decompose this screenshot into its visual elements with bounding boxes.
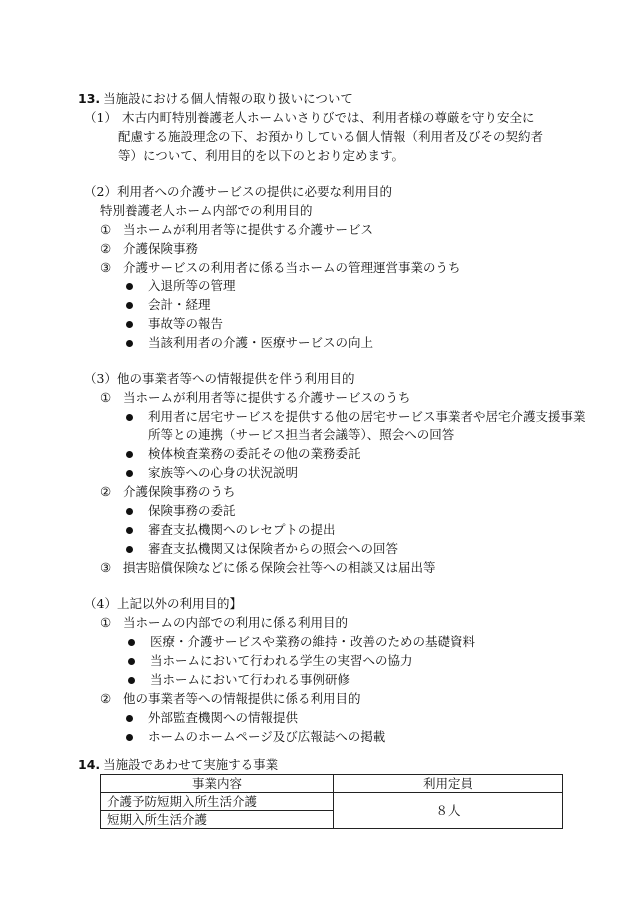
- para1-line2: 配慮する施設理念の下、お預かりしている個人情報（利用者及びその契約者: [118, 129, 544, 144]
- bullet-icon: [126, 283, 133, 290]
- table-row: [101, 793, 563, 811]
- part3-item2-bullet-1: 保険事務の委託: [148, 503, 236, 518]
- part3-item2-mark: ②: [100, 484, 112, 499]
- part2-item1-text: 当ホームが利用者等に提供する介護サービス: [123, 222, 374, 237]
- part4-item1-mark: ①: [100, 615, 112, 630]
- part2-heading: （2）利用者への介護サービスの提供に必要な利用目的: [84, 184, 392, 199]
- part3-item2-text: 介護保険事務のうち: [123, 484, 236, 499]
- part2-bullet-4: 当該利用者の介護・医療サービスの向上: [148, 335, 374, 350]
- part4-item1-bullet-3: 当ホームにおいて行われる事例研修: [150, 672, 351, 687]
- bullet-icon: [126, 340, 133, 347]
- part2-item2-text: 介護保険事務: [123, 241, 199, 256]
- part2-bullet-2: 会計・経理: [148, 297, 211, 312]
- part4-item2-text: 他の事業者等への情報提供に係る利用目的: [123, 691, 361, 706]
- header-service-content: 事業内容: [101, 775, 334, 793]
- part2-item3-mark: ③: [100, 260, 112, 275]
- bullet-icon: [126, 715, 133, 722]
- table-header-row: [101, 775, 563, 793]
- bullet-icon: [126, 527, 133, 534]
- section-13-title: [78, 90, 353, 108]
- section-14-number: 14.: [78, 757, 101, 772]
- part4-item2-mark: ②: [100, 691, 112, 706]
- section-14-title: [78, 756, 278, 774]
- part2-subheading: 特別養護老人ホーム内部での利用目的: [100, 203, 313, 218]
- part3-item2-bullet-2: 審査支払機関へのレセプトの提出: [148, 522, 336, 537]
- header-capacity: 利用定員: [334, 775, 563, 793]
- bullet-icon: [126, 470, 133, 477]
- capacity-value: ８人: [334, 793, 563, 829]
- part3-item1-bullet-1: 利用者に居宅サービスを提供する他の居宅サービス事業者や居宅介護支援事業所等との連携（サービス担当者会議等）、照会への回答: [148, 409, 586, 442]
- part3-item2-bullet-3: 審査支払機関又は保険者からの照会への回答: [148, 541, 399, 556]
- bullet-icon: [126, 546, 133, 553]
- bullet-icon: [128, 677, 135, 684]
- part3-item3-text: 損害賠償保険などに係る保険会社等への相談又は届出等: [123, 560, 436, 575]
- section-13-title-text: 当施設における個人情報の取り扱いについて: [103, 91, 353, 106]
- bullet-icon: [126, 302, 133, 309]
- section-14-title-text: 当施設であわせて実施する事業: [103, 757, 279, 772]
- part3-item1-bullet-2: 検体検査業務の委託その他の業務委託: [148, 446, 361, 461]
- part3-item3-mark: ③: [100, 560, 112, 575]
- bullet-icon: [126, 451, 133, 458]
- part4-item1-bullet-1: 医療・介護サービスや業務の維持・改善のための基礎資料: [150, 634, 476, 649]
- bullet-icon: [126, 508, 133, 515]
- part2-bullet-3: 事故等の報告: [148, 316, 224, 331]
- section-13-number: 13.: [78, 91, 101, 106]
- part3-heading: （3）他の事業者等への情報提供を伴う利用目的: [84, 371, 355, 386]
- part4-item1-text: 当ホームの内部での利用に係る利用目的: [123, 615, 349, 630]
- part4-item1-bullet-2: 当ホームにおいて行われる学生の実習への協力: [150, 653, 413, 668]
- bullet-icon: [126, 321, 133, 328]
- part2-item3-text: 介護サービスの利用者に係る当ホームの管理運営事業のうち: [123, 260, 461, 275]
- part4-item2-bullet-1: 外部監査機関への情報提供: [148, 710, 299, 725]
- part4-item2-bullet-2: ホームのホームページ及び広報誌への掲載: [148, 729, 386, 744]
- services-table: [100, 774, 563, 829]
- bullet-icon: [126, 734, 133, 741]
- part3-item1-bullet-3: 家族等への心身の状況説明: [148, 465, 299, 480]
- para1-line1: 木古内町特別養護老人ホームいさりびでは、利用者様の尊厳を守り安全に: [122, 110, 535, 125]
- service-name: 介護予防短期入所生活介護: [101, 793, 334, 811]
- para1-label: （1）: [84, 110, 117, 125]
- bullet-icon: [128, 658, 135, 665]
- part2-item1-mark: ①: [100, 222, 112, 237]
- part4-heading: （4）上記以外の利用目的】: [84, 596, 242, 611]
- part2-item2-mark: ②: [100, 241, 112, 256]
- para1-line3: 等）について、利用目的を以下のとおり定めます。: [118, 148, 405, 163]
- bullet-icon: [126, 414, 133, 421]
- service-name: 短期入所生活介護: [101, 811, 334, 829]
- part3-item1-mark: ①: [100, 390, 112, 405]
- part2-bullet-1: 入退所等の管理: [148, 278, 236, 293]
- bullet-icon: [128, 639, 135, 646]
- part3-item1-text: 当ホームが利用者等に提供する介護サービスのうち: [123, 390, 411, 405]
